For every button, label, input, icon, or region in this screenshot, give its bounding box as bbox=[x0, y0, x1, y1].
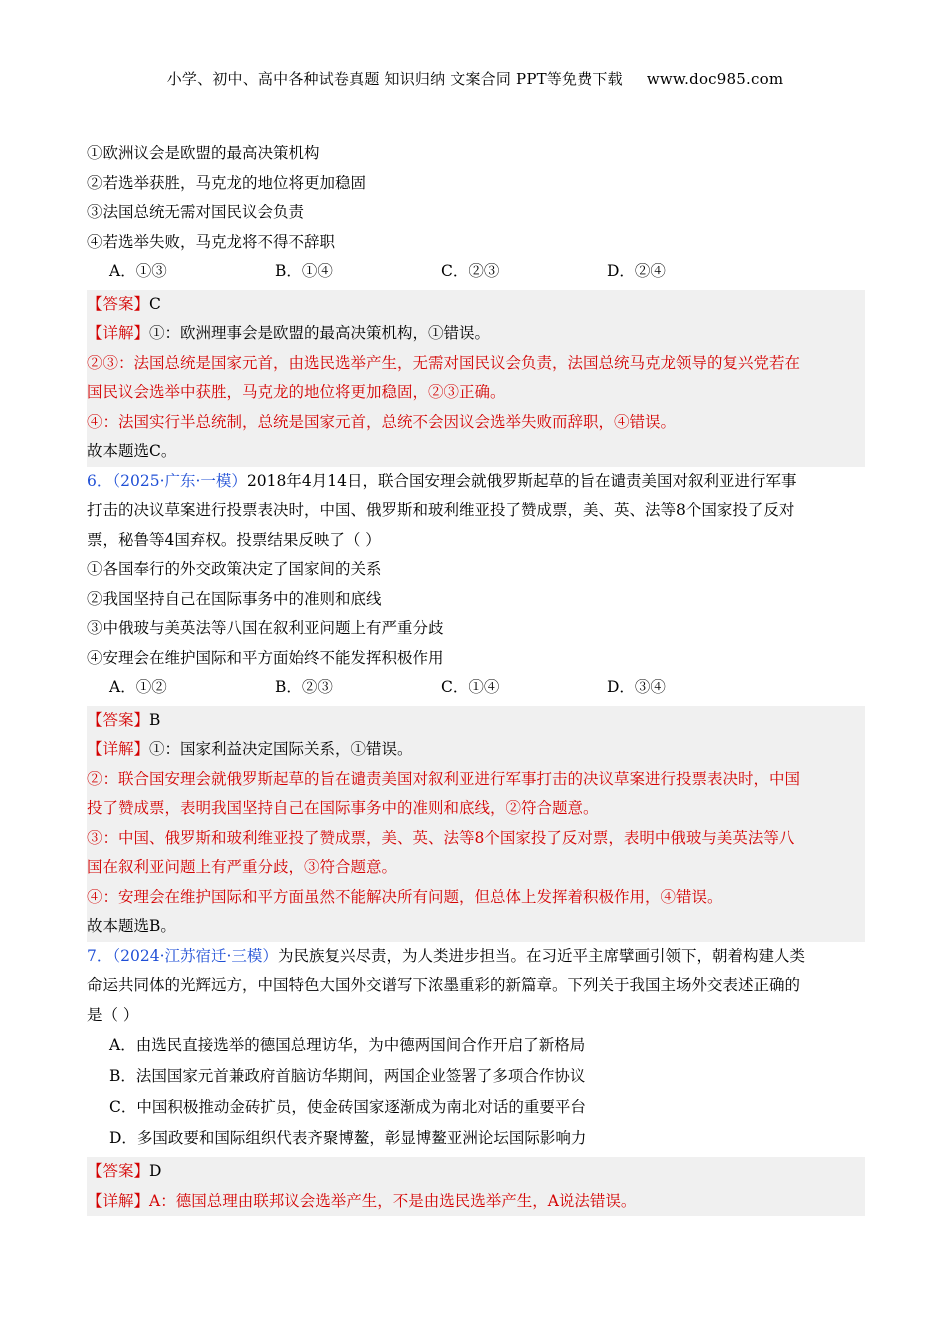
q7-detail-1: 【详解】A：德国总理由联邦议会选举产生，不是由选民选举产生，A说法错误。 bbox=[87, 1191, 637, 1210]
q7-answer-block bbox=[87, 1157, 865, 1216]
q6-stem bbox=[87, 467, 865, 556]
q6-option-d: D．③④ bbox=[607, 678, 666, 696]
header-url: www.doc985.com bbox=[646, 70, 784, 88]
q5-detail-5: 故本题选C。 bbox=[87, 442, 177, 460]
q6-answer: 【答案】B bbox=[87, 710, 161, 729]
q7-option-c: C．中国积极推动金砖扩员，使金砖国家逐渐成为南北对话的重要平台 bbox=[109, 1098, 586, 1116]
q7-stem-line-2: 命运共同体的光辉远方，中国特色大国外交谱写下浓墨重彩的新篇章。下列关于我国主场外交表述正确的 bbox=[87, 976, 801, 994]
q5-item-2: ②若选举获胜，马克龙的地位将更加稳固 bbox=[87, 173, 367, 192]
q5-detail-2: ②③：法国总统是国家元首，由选民选举产生，无需对国民议会负责，法国总统马克龙领导的复兴党若在 bbox=[87, 353, 801, 372]
q7-option-a: A．由选民直接选举的德国总理访华，为中德两国间合作开启了新格局 bbox=[109, 1036, 586, 1054]
question-content bbox=[87, 139, 865, 1216]
q7-option-d: D．多国政要和国际组织代表齐聚博鳌，彰显博鳌亚洲论坛国际影响力 bbox=[109, 1129, 587, 1147]
q5-items bbox=[87, 139, 865, 257]
q6-item-2: ②我国坚持自己在国际事务中的准则和底线 bbox=[87, 589, 382, 608]
q5-option-a: A．①③ bbox=[109, 262, 167, 280]
q7-option-b: B．法国国家元首兼政府首脑访华期间，两国企业签署了多项合作协议 bbox=[109, 1067, 586, 1085]
page-header bbox=[0, 68, 950, 89]
q6-stem-line-1: 6．（2025·广东·一模）2018年4月14日，联合国安理会就俄罗斯起草的旨在谴责美国对叙利亚进行军事 bbox=[87, 471, 797, 490]
q6-stem-line-2: 打击的决议草案进行投票表决时，中国、俄罗斯和玻利维亚投了赞成票，美、英、法等8个国家投了反对 bbox=[87, 501, 795, 519]
q5-item-1: ①欧洲议会是欧盟的最高决策机构 bbox=[87, 144, 320, 162]
q6-options bbox=[87, 673, 865, 703]
q6-detail-5: 国在叙利亚问题上有严重分歧，③符合题意。 bbox=[87, 858, 398, 876]
q7-answer: 【答案】D bbox=[87, 1162, 162, 1180]
q6-detail-3: 投了赞成票，表明我国坚持自己在国际事务中的准则和底线，②符合题意。 bbox=[87, 799, 599, 817]
q6-item-4: ④安理会在维护国际和平方面始终不能发挥积极作用 bbox=[87, 648, 444, 667]
q5-options bbox=[87, 257, 865, 287]
q6-detail-7: 故本题选B。 bbox=[87, 917, 176, 935]
q6-detail-1: 【详解】①：国家利益决定国际关系，①错误。 bbox=[87, 740, 413, 758]
q5-option-b: B．①④ bbox=[275, 262, 333, 280]
q5-option-d: D．②④ bbox=[607, 262, 666, 280]
q5-detail-3: 国民议会选举中获胜，马克龙的地位将更加稳固，②③正确。 bbox=[87, 383, 506, 401]
q5-option-c: C．②③ bbox=[441, 262, 500, 280]
q6-detail-4: ③：中国、俄罗斯和玻利维亚投了赞成票，美、英、法等8个国家投了反对票，表明中俄玻与美英法等八 bbox=[87, 828, 795, 847]
q7-stem-line-3: 是（ ） bbox=[87, 1005, 139, 1024]
header-text: 小学、初中、高中各种试卷真题 知识归纳 文案合同 PPT等免费下载 bbox=[166, 70, 623, 88]
q5-answer-block bbox=[87, 290, 865, 467]
q6-detail-2: ②：联合国安理会就俄罗斯起草的旨在谴责美国对叙利亚进行军事打击的决议草案进行投票表决时，中国 bbox=[87, 769, 801, 788]
q6-option-a: A．①② bbox=[109, 678, 167, 696]
q6-answer-block bbox=[87, 706, 865, 942]
q5-detail-4: ④：法国实行半总统制，总统是国家元首，总统不会因议会选举失败而辞职，④错误。 bbox=[87, 412, 677, 431]
q6-items bbox=[87, 555, 865, 673]
q7-stem bbox=[87, 942, 865, 1031]
q5-item-4: ④若选举失败，马克龙将不得不辞职 bbox=[87, 232, 336, 251]
q5-item-3: ③法国总统无需对国民议会负责 bbox=[87, 203, 305, 221]
q6-detail-6: ④：安理会在维护国际和平方面虽然不能解决所有问题，但总体上发挥着积极作用，④错误。 bbox=[87, 887, 723, 906]
q6-option-c: C．①④ bbox=[441, 678, 500, 696]
q6-stem-line-3: 票，秘鲁等4国弃权。投票结果反映了（ ） bbox=[87, 530, 381, 549]
q5-detail-1: 【详解】①：欧洲理事会是欧盟的最高决策机构，①错误。 bbox=[87, 324, 491, 342]
q6-option-b: B．②③ bbox=[275, 678, 333, 696]
q7-stem-line-1: 7．（2024·江苏宿迁·三模）为民族复兴尽责，为人类进步担当。在习近平主席擘画引领下，朝着构建人类 bbox=[87, 946, 805, 965]
q6-item-3: ③中俄玻与美英法等八国在叙利亚问题上有严重分歧 bbox=[87, 619, 444, 637]
q6-item-1: ①各国奉行的外交政策决定了国家间的关系 bbox=[87, 560, 382, 578]
q7-options bbox=[87, 1030, 865, 1154]
q5-answer: 【答案】C bbox=[87, 294, 161, 313]
